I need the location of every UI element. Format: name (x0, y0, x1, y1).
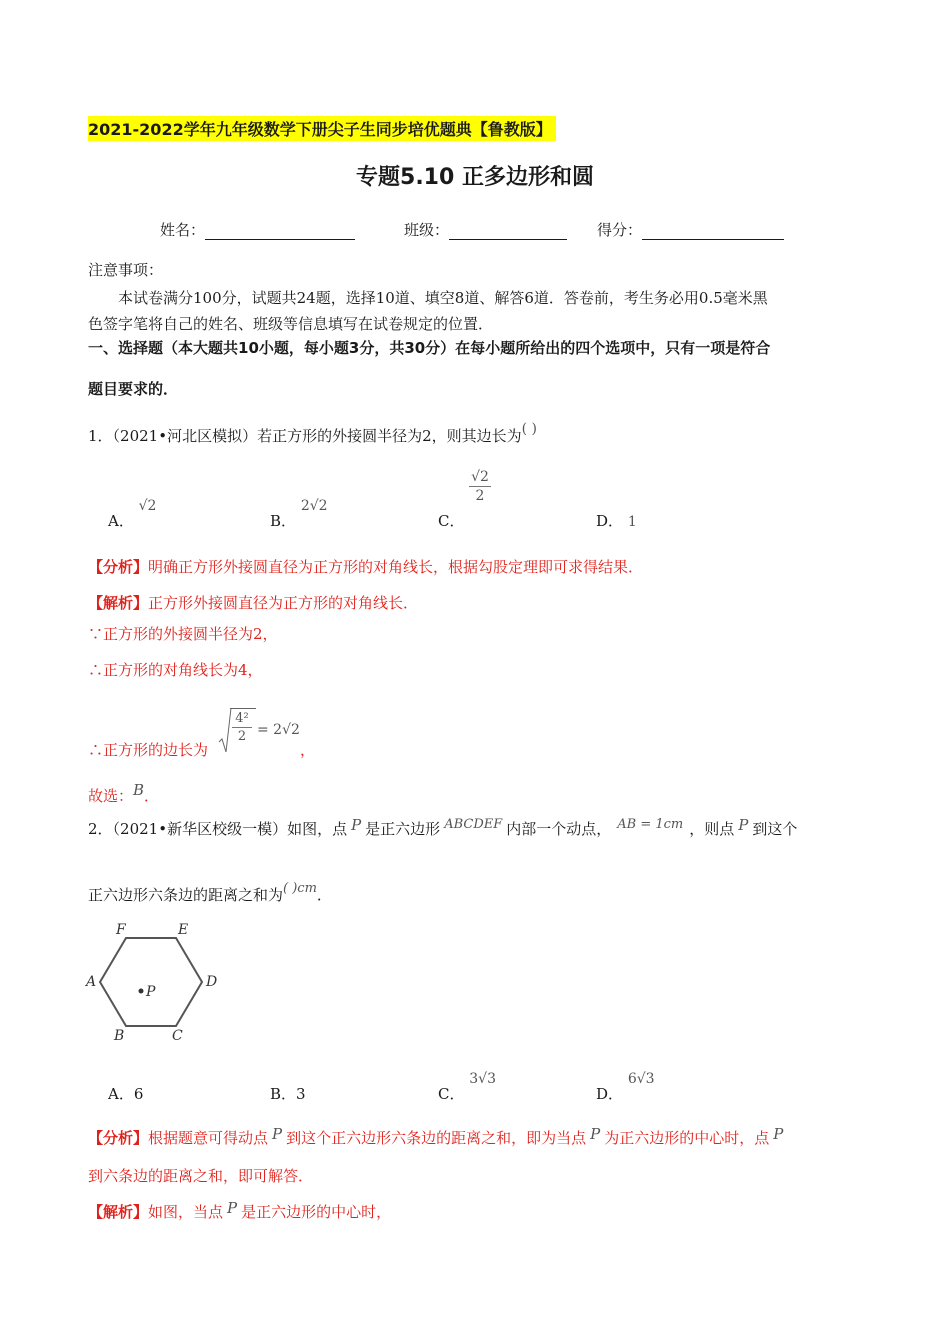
q2-hexagon-name: ABCDEF (444, 817, 503, 832)
q2-analysis-point-p-1: P (272, 1125, 283, 1143)
q2-option-c[interactable] (438, 1071, 497, 1104)
q2-line2-text: 正六边形六条边的距离之和为 (88, 886, 284, 904)
class-blank[interactable] (449, 223, 567, 240)
q2-label-f: F (116, 922, 126, 938)
name-blank[interactable] (205, 223, 355, 240)
q1-answer-value: B (133, 781, 145, 799)
q1-option-a[interactable] (108, 498, 157, 531)
score-label: 得分： (597, 221, 643, 239)
q2-stem-d: ，则点 (689, 820, 735, 838)
q1-step-3-equals: = 2√2 (257, 722, 300, 738)
q2-option-b-value: 3 (296, 1085, 306, 1103)
class-label: 班级： (404, 221, 450, 239)
q2-option-a-label: A． (108, 1085, 134, 1103)
q1-option-d[interactable] (596, 510, 637, 531)
q2-solution-a: 如图，当点 (148, 1203, 224, 1221)
score-blank[interactable] (642, 223, 784, 240)
q2-label-d: D (206, 974, 218, 990)
q2-option-b[interactable] (270, 1083, 306, 1104)
q1-step-3-text: ∴正方形的边长为 (88, 741, 209, 759)
q2-line2-end: ． (316, 886, 332, 904)
notice-line-2: 色签字笔将自己的姓名、班级等信息填写在试卷规定的位置． (88, 315, 494, 333)
q2-label-e: E (178, 922, 189, 938)
class-field (404, 219, 567, 240)
q2-stem-e: 到这个 (752, 820, 798, 838)
q1-step-3-numerator: 4² (232, 710, 252, 728)
q1-analysis-tag: 【分析】 (88, 558, 149, 576)
q2-solution-b: 是正六边形的中心时， (241, 1203, 392, 1221)
notice-line-1: 本试卷满分100分，试题共24题，选择10道、填空8道、解答6道．答卷前，考生务必用0.5毫米黑 (118, 289, 768, 307)
q2-analysis-line-2: 到六条边的距离之和，即可解答． (88, 1167, 314, 1185)
q1-option-d-label: D． (596, 512, 624, 530)
q1-option-a-value: √2 (138, 498, 157, 514)
q1-option-c-label: C． (438, 512, 465, 530)
q1-option-c-denominator: 2 (475, 488, 485, 504)
q2-option-c-label: C． (438, 1085, 465, 1103)
q1-answer-paren: ( ) (521, 421, 537, 437)
q2-point-p: P (351, 816, 362, 834)
q2-option-d-value: 6√3 (627, 1071, 655, 1087)
q2-label-a: A (86, 974, 97, 990)
q1-answer-end: ． (144, 787, 160, 805)
section-heading-line-1: 一、选择题（本大题共10小题，每小题3分，共30分）在每小题所给出的四个选项中，只有一项是符合 (88, 339, 771, 357)
q2-option-b-label: B． (270, 1085, 297, 1103)
q1-solution-text: 正方形外接圆直径为正方形的对角线长． (148, 594, 419, 612)
notice-heading: 注意事项： (88, 261, 164, 279)
q1-step-3-denominator: 2 (237, 729, 247, 744)
q2-hexagon-figure (82, 918, 232, 1048)
q1-option-b-label: B． (270, 512, 297, 530)
q2-option-d-label: D． (596, 1085, 624, 1103)
q2-label-b: B (114, 1028, 125, 1044)
score-field (597, 219, 784, 240)
q2-stem-line-2 (88, 881, 332, 911)
q2-stem-a: 2．（2021•新华区校级一模）如图，点 (88, 820, 348, 838)
page-title: 专题5.10 正多边形和圆 (356, 165, 594, 190)
q2-ab-length: AB = 1cm (617, 817, 684, 832)
q1-option-b[interactable] (270, 498, 328, 531)
q1-stem (88, 422, 537, 451)
q1-option-b-value: 2√2 (300, 498, 328, 514)
q1-step-1: ∵正方形的外接圆半径为2， (88, 625, 278, 643)
q2-stem-b: 是正六边形 (365, 820, 441, 838)
q1-answer-text: 故选： (88, 787, 134, 805)
q1-solution-tag: 【解析】 (88, 594, 149, 612)
q1-option-c-fraction (469, 468, 491, 505)
q2-option-d[interactable] (596, 1071, 655, 1104)
q2-answer-paren: ( )cm (283, 881, 317, 896)
q2-analysis-a: 根据题意可得动点 (148, 1129, 269, 1147)
q2-point-p-2: P (738, 816, 749, 834)
q2-solution-point-p: P (227, 1199, 238, 1217)
q2-option-a[interactable] (108, 1083, 143, 1104)
q2-analysis-point-p-2: P (590, 1125, 601, 1143)
q1-option-a-label: A． (108, 512, 134, 530)
q2-analysis-b: 到这个正六边形六条边的距离之和，即为当点 (286, 1129, 587, 1147)
q2-option-c-value: 3√3 (469, 1071, 497, 1087)
q1-option-c-numerator: √2 (469, 468, 491, 487)
q1-step-2: ∴正方形的对角线长为4， (88, 661, 263, 679)
q2-analysis (88, 1124, 783, 1152)
q2-analysis-c: 为正六边形的中心时，点 (604, 1129, 770, 1147)
series-header: 2021-2022学年九年级数学下册尖子生同步培优题典【鲁教版】 (88, 116, 556, 141)
q1-radical-bar (230, 708, 256, 709)
q1-option-d-value: 1 (627, 514, 637, 530)
q2-analysis-point-p-3: P (773, 1125, 784, 1143)
q1-step-3-fraction (232, 710, 252, 745)
name-label: 姓名： (160, 221, 206, 239)
q2-point-p-dot (139, 989, 144, 994)
q2-label-p: P (146, 984, 156, 1000)
q1-radical-sign (218, 706, 232, 754)
q1-option-c[interactable] (438, 510, 464, 531)
q2-hexagon-shape (100, 938, 202, 1026)
q2-label-c: C (172, 1028, 183, 1044)
q1-stem-text: 1．（2021•河北区模拟）若正方形的外接圆半径为2，则其边长为 (88, 427, 522, 445)
q2-solution (88, 1198, 391, 1226)
q1-answer (88, 782, 159, 810)
name-field (160, 219, 355, 240)
q2-stem-line-1 (88, 815, 797, 845)
q1-step-3-end: ， (300, 741, 316, 759)
section-heading-line-2: 题目要求的． (88, 380, 179, 398)
q2-stem-c: 内部一个动点， (506, 820, 612, 838)
q1-solution (88, 589, 418, 617)
q2-solution-tag: 【解析】 (88, 1203, 149, 1221)
q2-option-a-value: 6 (133, 1085, 144, 1103)
q1-analysis (88, 553, 643, 581)
q1-analysis-text: 明确正方形外接圆直径为正方形的对角线长，根据勾股定理即可求得结果． (148, 558, 644, 576)
q2-analysis-tag: 【分析】 (88, 1129, 149, 1147)
